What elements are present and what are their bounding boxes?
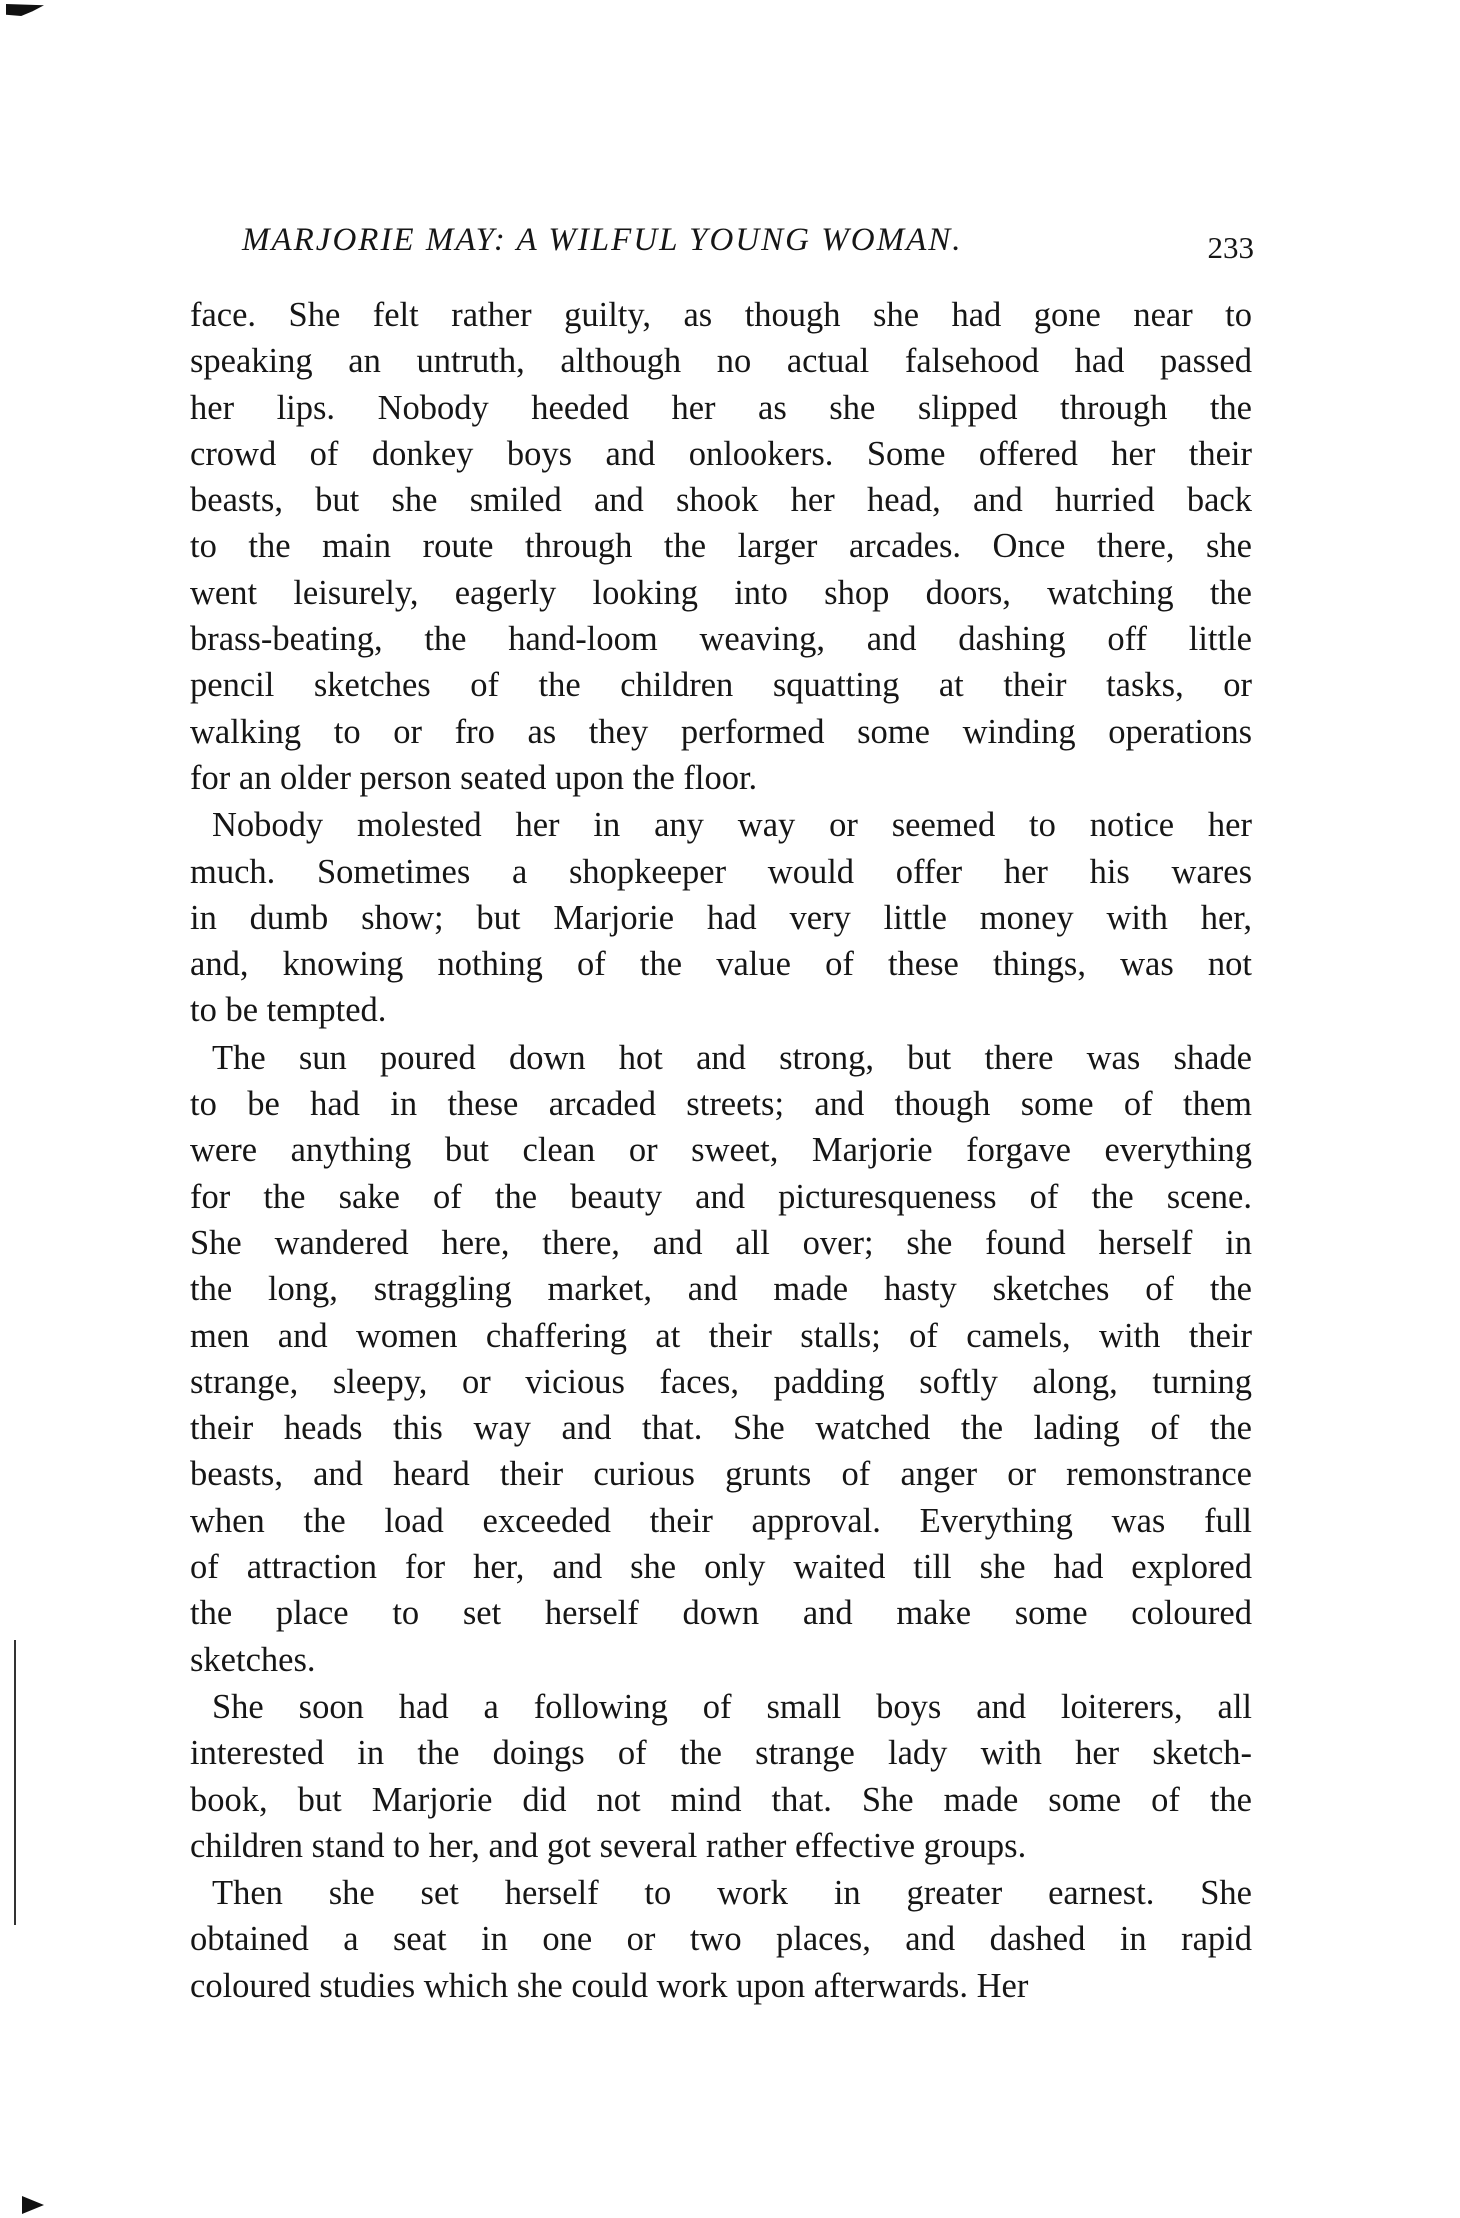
text-line: book, but Marjorie did not mind that. She made some of the (190, 1780, 1252, 1819)
text-line: interested in the doings of the strange lady with her sketch- (190, 1734, 1252, 1773)
text-line: children stand to her, and got several rather effective groups. (190, 1826, 1027, 1865)
text-line: She soon had a following of small boys and loiterers, all (212, 1687, 1252, 1726)
page-header (242, 222, 1254, 272)
scan-blemish-corner (6, 4, 44, 16)
paragraph (190, 802, 1252, 1033)
text-line: when the load exceeded their approval. Everything was full (190, 1501, 1252, 1540)
text-line: went leisurely, eagerly looking into shop doors, watching the (190, 573, 1252, 612)
body-text (190, 292, 1252, 2010)
text-line: obtained a seat in one or two places, and dashed in rapid (190, 1920, 1252, 1959)
text-line: walking to or fro as they performed some winding operations (190, 712, 1252, 751)
text-line: The sun poured down hot and strong, but there was shade (212, 1038, 1252, 1077)
paragraph (190, 1870, 1252, 2009)
text-line: the place to set herself down and make some coloured (190, 1594, 1252, 1633)
text-line: much. Sometimes a shopkeeper would offer her his wares (190, 852, 1252, 891)
text-line: the long, straggling market, and made hasty sketches of the (190, 1270, 1252, 1309)
text-line: of attraction for her, and she only waited till she had explored (190, 1548, 1252, 1587)
text-line: beasts, but she smiled and shook her head, and hurried back (190, 481, 1252, 520)
text-line: in dumb show; but Marjorie had very little money with her, (190, 898, 1252, 937)
scan-margin-line (14, 1640, 16, 1925)
text-line: sketches. (190, 1640, 316, 1679)
text-line: and, knowing nothing of the value of these things, was not (190, 945, 1252, 984)
text-line: to the main route through the larger arcades. Once there, she (190, 527, 1252, 566)
text-line: coloured studies which she could work upon afterwards. Her (190, 1966, 1029, 2005)
text-line: beasts, and heard their curious grunts of anger or remonstrance (190, 1455, 1252, 1494)
text-line: crowd of donkey boys and onlookers. Some offered her their (190, 434, 1252, 473)
text-line: She wandered here, there, and all over; she found herself in (190, 1223, 1252, 1262)
running-title: MARJORIE MAY: A WILFUL YOUNG WOMAN. (242, 222, 963, 258)
text-line: brass-beating, the hand-loom weaving, and dashing off little (190, 620, 1252, 659)
text-line: speaking an untruth, although no actual falsehood had passed (190, 342, 1252, 381)
text-line: her lips. Nobody heeded her as she slipped through the (190, 388, 1252, 427)
text-line: men and women chaffering at their stalls; of camels, with their (190, 1316, 1252, 1355)
text-line: were anything but clean or sweet, Marjorie forgave everything (190, 1131, 1252, 1170)
scan-triangle-mark (22, 2196, 44, 2214)
text-line: to be tempted. (190, 991, 387, 1030)
paragraph (190, 292, 1252, 801)
text-line: strange, sleepy, or vicious faces, padding softly along, turning (190, 1362, 1252, 1401)
text-line: for an older person seated upon the floor. (190, 758, 758, 797)
paragraph (190, 1035, 1252, 1683)
text-line: Nobody molested her in any way or seemed to notice her (212, 806, 1252, 845)
text-line: their heads this way and that. She watched the lading of the (190, 1409, 1252, 1448)
text-line: for the sake of the beauty and picturesqueness of the scene. (190, 1177, 1252, 1216)
text-line: Then she set herself to work in greater earnest. She (212, 1874, 1252, 1913)
text-line: pencil sketches of the children squatting at their tasks, or (190, 666, 1252, 705)
text-line: to be had in these arcaded streets; and though some of them (190, 1085, 1252, 1124)
text-line: face. She felt rather guilty, as though she had gone near to (190, 296, 1252, 334)
page-number: 233 (1207, 230, 1254, 265)
paragraph (190, 1684, 1252, 1869)
